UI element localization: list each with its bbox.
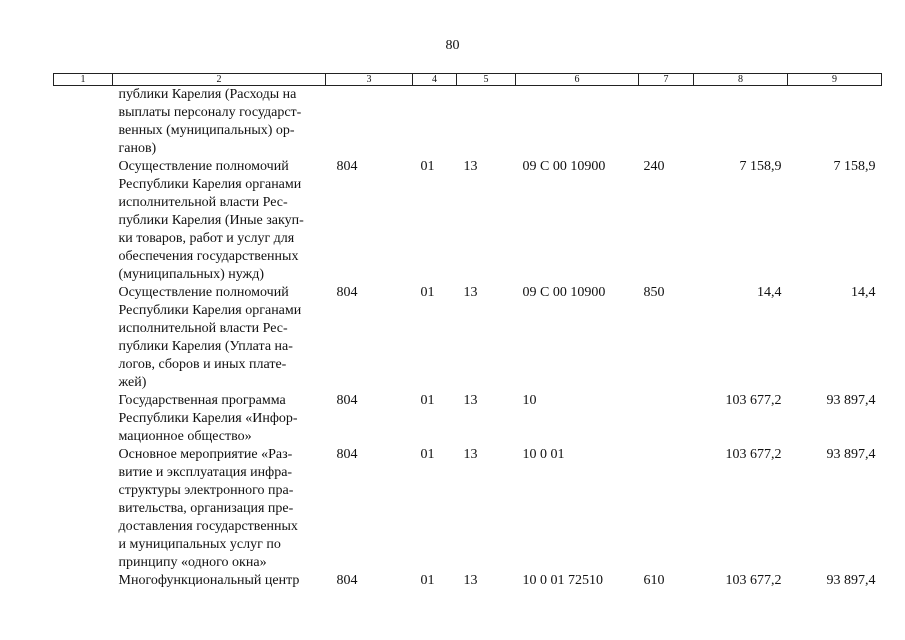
- name-line: принципу «одного окна»: [118, 555, 267, 570]
- column-header-9: 9: [788, 74, 882, 86]
- name-line: витие и эксплуатация инфра-: [118, 465, 293, 480]
- cell-col-1: [54, 572, 113, 590]
- budget-table: [53, 73, 882, 590]
- cell-target-article: [516, 86, 639, 159]
- cell-amount-year-2: 93 897,4: [826, 447, 876, 462]
- cell-subsection-code: [457, 86, 516, 159]
- cell-target-article: 09 С 00 10900: [522, 285, 606, 300]
- table-row: [54, 392, 882, 446]
- cell-amount-year-1: 7 158,9: [739, 159, 782, 174]
- cell-section-code: 01: [420, 447, 435, 462]
- cell-subsection-code: 13: [463, 447, 478, 462]
- name-line: жей): [118, 375, 147, 390]
- name-line: ганов): [118, 141, 157, 156]
- column-header-3: 3: [326, 74, 413, 86]
- cell-amount-year-2: 14,4: [851, 285, 876, 300]
- cell-name: [113, 158, 326, 284]
- cell-ministry-code: 804: [336, 393, 358, 408]
- column-header-1: 1: [54, 74, 113, 86]
- cell-section-code: 01: [420, 159, 435, 174]
- column-header-7: 7: [639, 74, 694, 86]
- cell-col-1: [54, 392, 113, 446]
- name-line: Осуществление полномочий: [118, 159, 289, 174]
- name-line: ки товаров, работ и услуг для: [118, 231, 295, 246]
- table-row: [54, 446, 882, 572]
- name-line: Республики Карелия «Инфор-: [118, 411, 298, 426]
- name-line: публики Карелия (Иные закуп-: [118, 213, 304, 228]
- cell-amount-year-2: [788, 86, 882, 159]
- column-header-6: 6: [516, 74, 639, 86]
- cell-subsection-code: 13: [463, 159, 478, 174]
- name-line: структуры электронного пра-: [118, 483, 294, 498]
- cell-col-1: [54, 86, 113, 159]
- name-line: Республики Карелия органами: [118, 177, 302, 192]
- cell-section-code: [413, 86, 457, 159]
- cell-target-article: 10 0 01: [522, 447, 565, 462]
- cell-target-article: 10 0 01 72510: [522, 573, 603, 588]
- name-line: публики Карелия (Уплата на-: [118, 339, 293, 354]
- name-line: мационное общество»: [118, 429, 252, 444]
- cell-ministry-code: 804: [336, 159, 358, 174]
- cell-subsection-code: 13: [463, 393, 478, 408]
- cell-amount-year-2: 93 897,4: [826, 393, 876, 408]
- column-header-8: 8: [694, 74, 788, 86]
- table-row: [54, 158, 882, 284]
- name-line: Государственная программа: [118, 393, 286, 408]
- cell-subsection-code: 13: [463, 573, 478, 588]
- name-line: вительства, организация пре-: [118, 501, 294, 516]
- table-row: [54, 284, 882, 392]
- cell-amount-year-1: [694, 86, 788, 159]
- cell-ministry-code: [326, 86, 413, 159]
- column-header-5: 5: [457, 74, 516, 86]
- name-line: исполнительной власти Рес-: [118, 195, 288, 210]
- cell-expense-type: [639, 446, 694, 572]
- cell-target-article: 10: [522, 393, 537, 408]
- name-line: обеспечения государственных: [118, 249, 299, 264]
- name-line: выплаты персоналу государст-: [118, 105, 302, 120]
- cell-amount-year-1: 103 677,2: [725, 573, 782, 588]
- name-line: доставления государственных: [118, 519, 298, 534]
- cell-section-code: 01: [420, 573, 435, 588]
- page-number: 80: [445, 38, 460, 53]
- cell-col-1: [54, 446, 113, 572]
- name-line: Республики Карелия органами: [118, 303, 302, 318]
- name-line: Основное мероприятие «Раз-: [118, 447, 293, 462]
- cell-amount-year-1: 103 677,2: [725, 393, 782, 408]
- name-line: (муниципальных) нужд): [118, 267, 265, 282]
- name-line: и муниципальных услуг по: [118, 537, 281, 552]
- table-body: [54, 86, 882, 591]
- table-row: [54, 86, 882, 159]
- cell-col-1: [54, 158, 113, 284]
- table-row: [54, 572, 882, 590]
- cell-col-1: [54, 284, 113, 392]
- cell-ministry-code: 804: [336, 447, 358, 462]
- name-line: Осуществление полномочий: [118, 285, 289, 300]
- cell-name: [113, 446, 326, 572]
- cell-name: [113, 572, 326, 590]
- cell-name: [113, 284, 326, 392]
- cell-subsection-code: 13: [463, 285, 478, 300]
- cell-expense-type: 610: [643, 573, 665, 588]
- cell-expense-type: 240: [643, 159, 665, 174]
- cell-name: [113, 392, 326, 446]
- name-line: исполнительной власти Рес-: [118, 321, 288, 336]
- name-line: венных (муниципальных) ор-: [118, 123, 295, 138]
- cell-amount-year-2: 93 897,4: [826, 573, 876, 588]
- name-line: логов, сборов и иных плате-: [118, 357, 287, 372]
- cell-expense-type: 850: [643, 285, 665, 300]
- cell-name: [113, 86, 326, 159]
- cell-amount-year-1: 103 677,2: [725, 447, 782, 462]
- cell-amount-year-2: 7 158,9: [833, 159, 876, 174]
- cell-expense-type: [639, 86, 694, 159]
- cell-section-code: 01: [420, 393, 435, 408]
- cell-expense-type: [639, 392, 694, 446]
- column-header-2: 2: [113, 74, 326, 86]
- name-line: Многофункциональный центр: [118, 573, 300, 588]
- cell-amount-year-1: 14,4: [757, 285, 782, 300]
- cell-section-code: 01: [420, 285, 435, 300]
- cell-ministry-code: 804: [336, 285, 358, 300]
- table-header: [54, 74, 882, 86]
- header-row: [54, 74, 882, 86]
- cell-ministry-code: 804: [336, 573, 358, 588]
- cell-target-article: 09 С 00 10900: [522, 159, 606, 174]
- column-header-4: 4: [413, 74, 457, 86]
- name-line: публики Карелия (Расходы на: [118, 87, 297, 102]
